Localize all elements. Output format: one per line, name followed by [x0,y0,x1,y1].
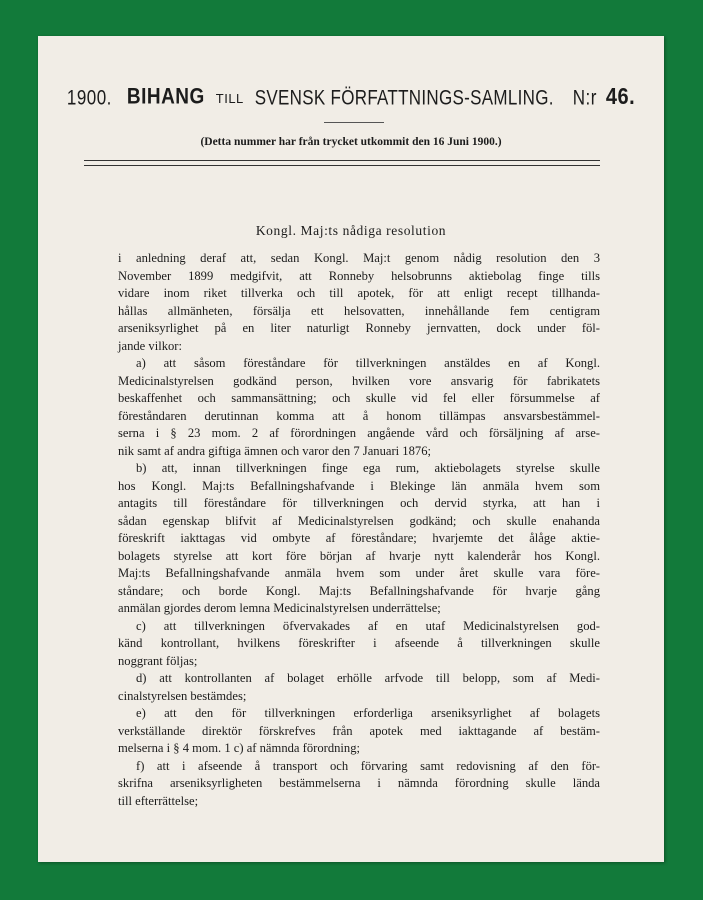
text-line: Medicinalstyrelsen godkänd person, hvilken vore ansvarig för fabrikatets [118,373,600,388]
text-line: melserna i § 4 mom. 1 c) af nämnda förordning; [118,741,361,755]
header-year: 1900. [66,85,112,110]
text-line: serna i § 23 mom. 2 af förordningen angående vård och försäljning af arse- [118,426,600,440]
text-line: November 1899 medgifvit, att Ronneby helsobrunns aktiebolag finge tills [118,268,600,283]
text-line: beskaffenhet och sammansättning; och skulle vid fel eller försummelse af [118,391,600,405]
text-line: e) att den för tillverkningen erforderliga arseniksyrlighet af bolagets [136,706,600,720]
text-line: d) att kontrollanten af bolaget erhölle arfvode till belopp, som af Medi- [136,671,600,685]
issue-note: (Detta nummer har från trycket utkommit den 16 Juni 1900.) [200,136,502,148]
text-line: skrifna arseniksyrligheten bestämmelserna i nämnda förordning skulle lända [118,776,600,790]
header-till: TILL [215,91,244,106]
text-line: hos Kongl. Maj:ts Befallningshafvande i Blekinge län anmäla hvem som [118,478,600,493]
header-bihang: BIHANG [126,85,205,110]
text-line: a) att såsom föreståndare för tillverkningen anstäldes en af Kongl. [136,356,600,370]
header-collection: SVENSK FÖRFATTNINGS-SAMLING. [254,85,554,110]
text-line: föreskrift iakttagas vid ombyte af föreståndare; hvarjemte det ålåge aktie- [118,531,600,545]
text-line: cinalstyrelsen bestämdes; [118,688,247,703]
text-line: antagits till föreståndare för tillverkningen och dervid styrka, att han i [118,496,600,510]
header [38,86,664,109]
text-line: Maj:ts Befallningshafvande anmäla hvem som under året skulle vara före- [118,566,600,580]
text-line: arseniksyrlighet på en liter naturligt Ronneby jernvatten, dock under föl- [118,321,600,335]
text-line: jande vilkor: [118,338,183,353]
double-divider [84,160,600,166]
document-page [38,36,664,862]
text-line: känd kontrollant, hvilkens föreskrifter i afseende å tillverkningen skulle [118,636,600,650]
text-line: ståndare; och borde Kongl. Maj:ts Befallningshafvande för hvarje gång [118,583,600,598]
text-line: sådan egenskap blifvit af Medicinalstyrelsen godkänd; och skulle enahanda [118,513,600,528]
text-line: föreståndaren derutinnan komma att å honom tillämpas ansvarsbestämmel- [118,408,600,423]
resolution-title: Kongl. Maj:ts nådiga resolution [255,223,447,238]
text-line: hållas allmänheten, försälja ett helsovatten, innehållande fem centigram [118,303,600,318]
text-line: bolagets styrelse att kort före början af hvarje nytt kalenderår hos Kongl. [118,548,600,563]
resolution-body [118,250,600,810]
text-line: vidare inom riket tillverka och till apotek, för att enligt recept tillhanda- [118,286,600,300]
text-line: nik samt af andra giftiga ämnen och varor den 7 Januari 1876; [118,443,431,458]
text-line: till efterrättelse; [118,793,199,808]
text-line: c) att tillverkningen öfvervakades af en utaf Medicinalstyrelsen god- [136,618,600,633]
text-line: b) att, innan tillverkningen finge ega rum, aktiebolagets styrelse skulle [136,461,600,475]
text-line: i anledning deraf att, sedan Kongl. Maj:t genom nådig resolution den 3 [118,251,600,265]
text-line: verkställande direktör förskrefves från apotek med iakttagande af bestäm- [118,723,600,738]
short-divider [324,122,384,123]
header-number-label: N:r [572,85,597,110]
text-line: anmälan gjordes derom lemna Medicinalstyrelsen underrättelse; [118,601,441,615]
text-line: noggrant följas; [118,653,198,668]
header-number: 46. [605,84,636,110]
text-line: f) att i afseende å transport och förvaring samt redovisning af den för- [136,758,600,773]
